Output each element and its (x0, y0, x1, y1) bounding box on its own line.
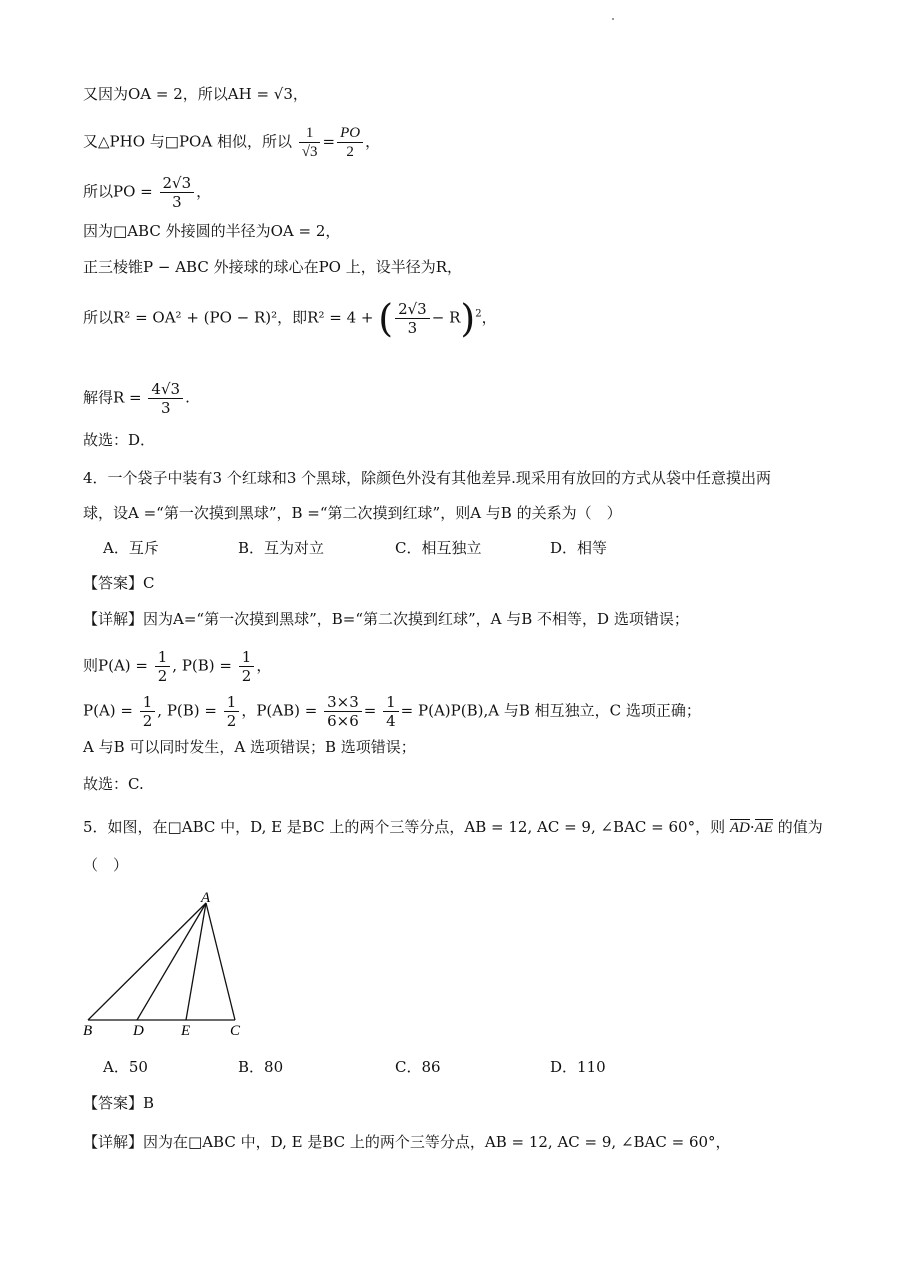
label-c: C (230, 1023, 241, 1039)
fraction-half (224, 693, 240, 730)
q5-stem-1 (83, 817, 823, 838)
right-paren: ) (460, 296, 476, 341)
q4-stem-1 (83, 468, 771, 488)
numerator: 1 (383, 693, 399, 712)
solution-line-8 (83, 430, 155, 450)
text: 5．如图，在 (83, 818, 168, 836)
label-e: E (181, 1023, 191, 1039)
denominator: 2 (241, 667, 252, 685)
text: 【答案】C (83, 574, 155, 592)
text: 正三棱锥P − ABC 外接球的球心在PO 上，设半径为R， (83, 258, 463, 276)
text: 故选：D． (83, 431, 156, 449)
text: = P(A)P(B),A 与B 相互独立，C 选项正确； (400, 701, 701, 720)
fraction-half (140, 693, 156, 730)
triangle-figure (80, 890, 260, 1040)
text: 解得R = (83, 388, 142, 407)
label-a: A (201, 890, 211, 906)
text: ， (481, 308, 497, 327)
text: 则P(A) = (83, 656, 148, 675)
page-speck (612, 18, 614, 20)
option-b: B．互为对立 (238, 539, 325, 557)
fraction (148, 380, 183, 417)
text: ABC 中，D, E 是BC 上的两个三等分点，AB = 12, AC = 9, ∠BAC = 60°， (202, 1133, 731, 1151)
numerator: 4√3 (148, 380, 183, 399)
fraction-half (155, 648, 171, 685)
denominator: √3 (301, 144, 318, 160)
q4-detail-3 (83, 693, 701, 730)
solution-line-5 (83, 257, 462, 277)
numerator: 1 (299, 124, 321, 143)
fraction (395, 300, 430, 337)
q5-detail-1 (83, 1132, 731, 1152)
denominator: 2 (346, 144, 354, 160)
option-c: C．相互独立 (395, 539, 482, 557)
q4-detail-4 (83, 737, 416, 757)
text: ， (365, 132, 381, 151)
text: − R (431, 308, 461, 327)
option-a: A．50 (103, 1058, 148, 1076)
text: P(A) = (83, 701, 133, 720)
missing-glyph: □ (113, 222, 128, 240)
fraction (337, 124, 363, 161)
solution-line-2: 又△PHO 与□POA 相似，所以 $\frac{1}{√3}$ = $\frac{PO}{2}$ ， (83, 125, 381, 160)
text: POA 相似，所以 (178, 132, 292, 151)
fraction (160, 174, 195, 211)
text: 【详解】因为在 (83, 1133, 189, 1151)
fraction (299, 124, 321, 161)
numerator: 1 (239, 648, 255, 667)
text: 4．一个袋子中装有3 个红球和3 个黑球，除颜色外没有其他差异.现采用有放回的方式从袋中任意摸出两 (83, 469, 771, 487)
missing-glyph: □ (164, 132, 179, 151)
denominator: 6×6 (327, 712, 359, 730)
text: 球，设A =“第一次摸到黑球”，B =“第二次摸到红球”，则A 与B 的关系为（ ） (83, 504, 622, 522)
text: ， (256, 656, 272, 675)
solution-line-6 (83, 296, 497, 341)
text: ABC 外接圆的半径为OA = 2， (127, 222, 341, 240)
text: 因为 (83, 222, 114, 240)
left-paren: ( (378, 296, 394, 341)
text: 所以R² = OA² + (PO − R)²，即R² = 4 + (83, 308, 374, 327)
dot-operator: · (749, 818, 755, 836)
vector-ae: AE (754, 820, 773, 836)
text: 所以PO = (83, 182, 153, 201)
missing-glyph: □ (167, 818, 182, 836)
text: 【详解】因为A=“第一次摸到黑球”，B=“第二次摸到红球”，A 与B 不相等，D 选项错误； (83, 610, 689, 628)
vector-ad: AD (729, 820, 750, 836)
denominator: 3 (172, 193, 182, 211)
numerator: 3×3 (324, 693, 362, 712)
text: 故选：C. (83, 775, 144, 793)
text: （ ） (83, 856, 129, 874)
text: ，P(AB) = (241, 701, 318, 720)
text: ABC 中，D, E 是BC 上的两个三等分点，AB = 12, AC = 9, ∠BAC = 60°，则 (181, 818, 726, 836)
option-d: D．110 (550, 1058, 606, 1076)
denominator: 4 (386, 712, 396, 730)
numerator: 1 (155, 648, 171, 667)
text: = (363, 701, 377, 720)
segment-ac (206, 903, 235, 1020)
solution-line-3 (83, 174, 211, 211)
text: , P(B) = (157, 701, 217, 720)
q4-stem-2 (83, 503, 622, 523)
exponent: 2 (475, 308, 482, 320)
text: 又△PHO 与 (83, 132, 165, 151)
q4-detail-5 (83, 774, 144, 794)
denominator: 3 (407, 319, 418, 337)
solution-line-4 (83, 221, 340, 241)
fraction (324, 693, 362, 730)
text: . (185, 388, 190, 407)
numerator: 1 (140, 693, 156, 712)
text: A 与B 可以同时发生，A 选项错误；B 选项错误； (83, 738, 416, 756)
text: 又因为OA = 2，所以AH = √3， (83, 85, 308, 103)
numerator: 2√3 (160, 174, 195, 193)
text: 【答案】B (83, 1094, 155, 1112)
option-a: A．互斥 (103, 539, 159, 557)
denominator: 2 (142, 712, 153, 730)
numerator: 1 (224, 693, 240, 712)
label-b: B (83, 1023, 93, 1039)
q4-detail-1 (83, 609, 689, 629)
q4-detail-2 (83, 648, 271, 685)
text: ， (196, 182, 212, 201)
fraction-half (239, 648, 255, 685)
option-b: B．80 (238, 1058, 284, 1076)
q5-answer (83, 1093, 154, 1113)
text: , P(B) = (172, 656, 232, 675)
missing-glyph: □ (188, 1133, 203, 1151)
option-c: C．86 (395, 1058, 441, 1076)
option-d: D．相等 (550, 539, 608, 557)
numerator: PO (337, 124, 363, 143)
solution-line-7 (83, 380, 190, 417)
q5-stem-2 (83, 855, 128, 875)
denominator: 2 (226, 712, 237, 730)
solution-line-1 (83, 84, 308, 104)
fraction (383, 693, 399, 730)
label-d: D (133, 1023, 144, 1039)
denominator: 2 (157, 667, 168, 685)
text: 的值为 (777, 818, 823, 836)
numerator: 2√3 (395, 300, 430, 319)
q4-answer (83, 573, 154, 593)
denominator: 3 (160, 399, 171, 417)
